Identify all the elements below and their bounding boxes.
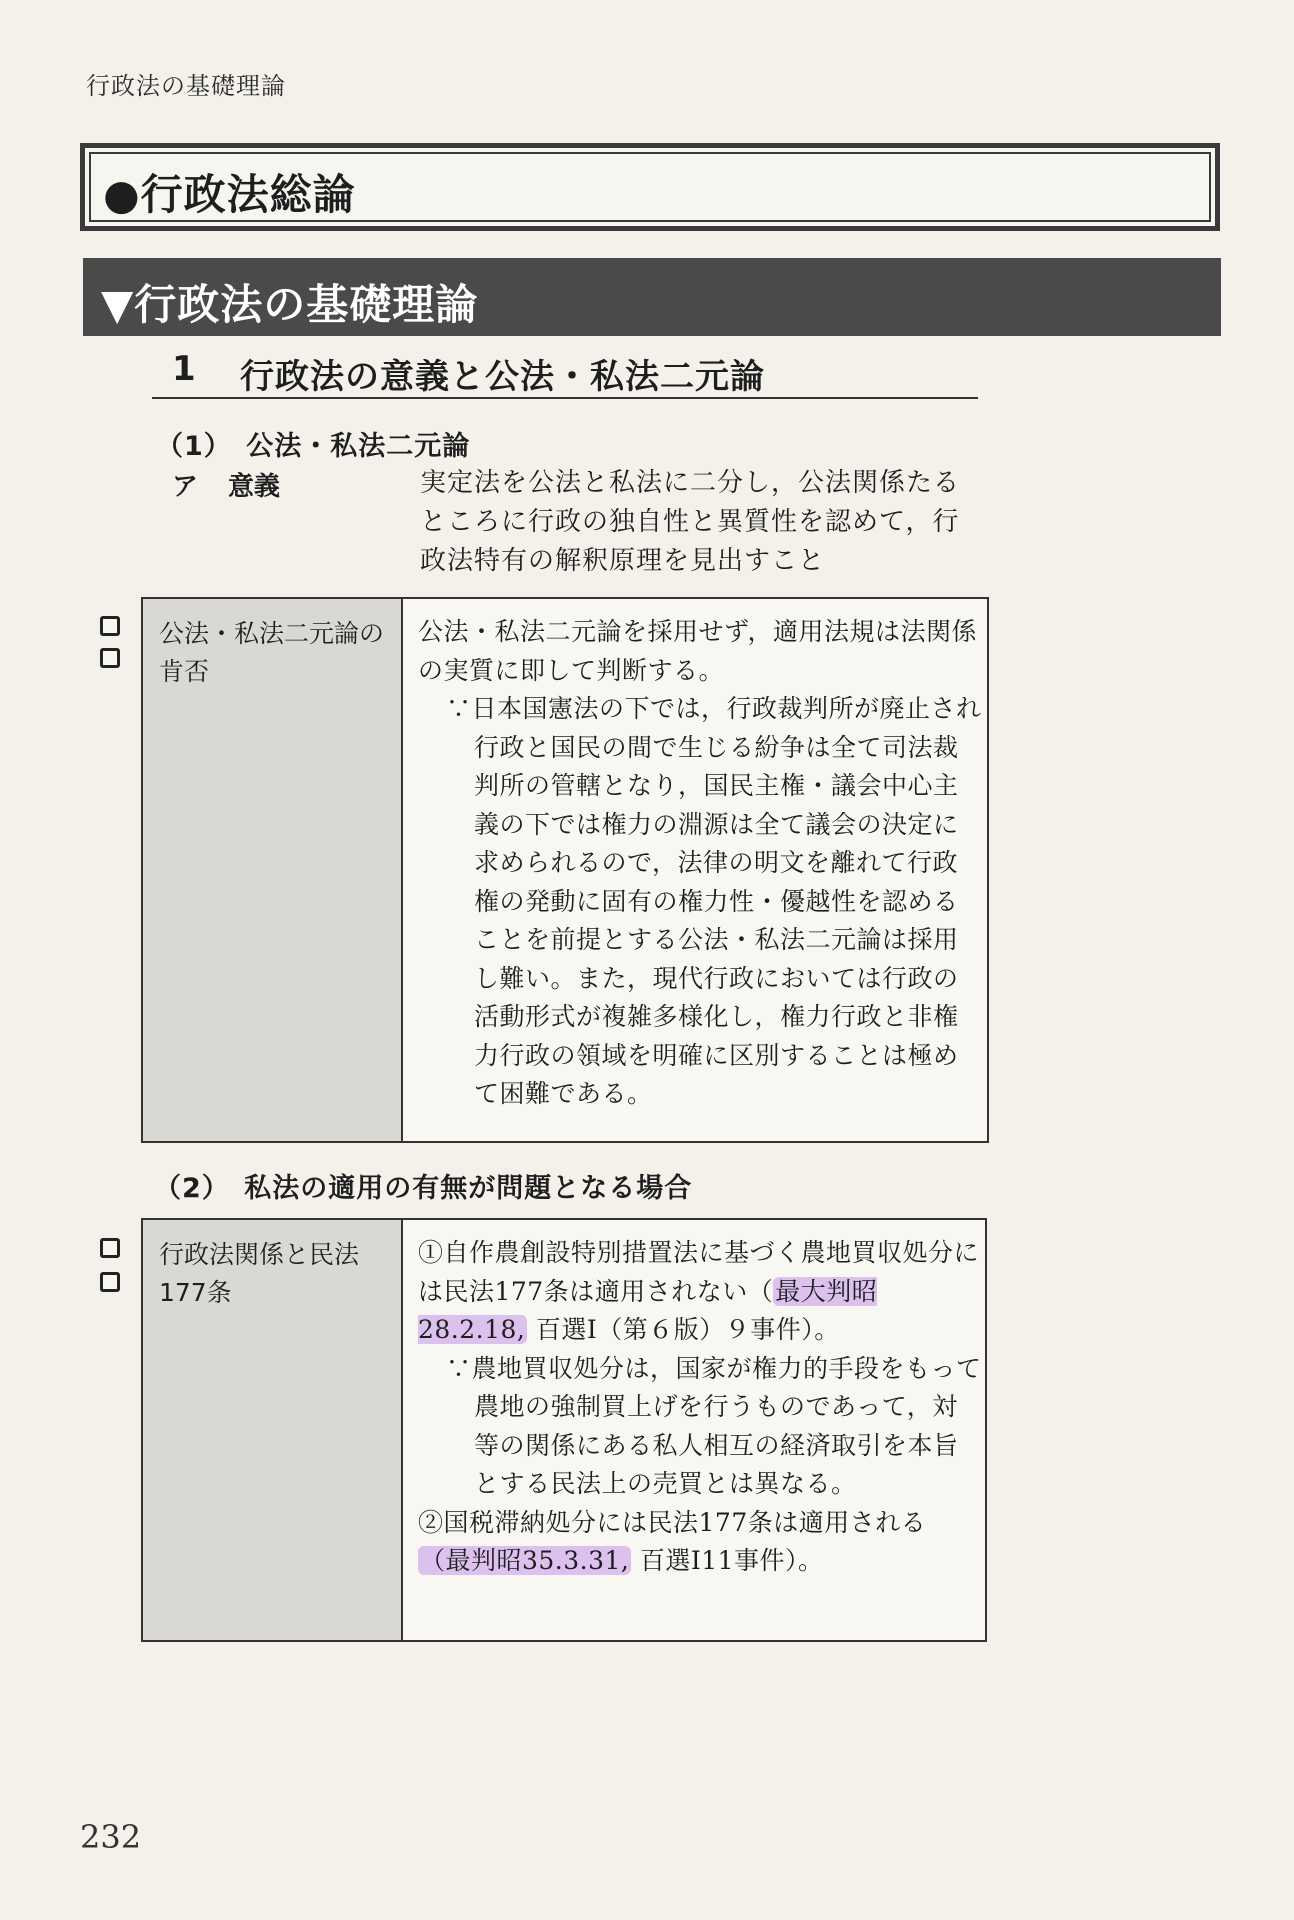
table-label: 行政法関係と民法177条 bbox=[159, 1240, 360, 1307]
review-checkbox[interactable] bbox=[100, 648, 120, 668]
review-checkbox[interactable] bbox=[100, 616, 120, 636]
subheading-1: （1） 公法・私法二元論 bbox=[156, 431, 471, 462]
heading-1-text: 行政法の意義と公法・私法二元論 bbox=[240, 357, 765, 397]
table-label-cell bbox=[143, 1220, 403, 1640]
item-1-reason: ∵農地買収処分は，国家が権力的手段をもって農地の強制買上げを行うものであって，対等の関係にある私人相互の経済取引を本旨とする民法上の売買とは異なる。 bbox=[446, 1353, 982, 1498]
page-number: 232 bbox=[80, 1818, 142, 1856]
table-civil-code-177 bbox=[141, 1218, 987, 1642]
table-content-cell bbox=[418, 1234, 983, 1581]
running-header: 行政法の基礎理論 bbox=[86, 72, 286, 100]
chapter-title: ●行政法総論 bbox=[103, 170, 356, 219]
highlighted-citation: （最判昭35.3.31, bbox=[420, 1546, 630, 1575]
heading-1-number: 1 bbox=[172, 349, 196, 389]
review-checkbox[interactable] bbox=[100, 1272, 120, 1292]
definition-term: 意義 bbox=[228, 472, 281, 502]
definition-text: 実定法を公法と私法に二分し，公法関係たるところに行政の独自性と異質性を認めて，行政法特有の解釈原理を見出すこと bbox=[420, 468, 961, 576]
table-label-cell bbox=[143, 599, 403, 1141]
table-public-private-dualism bbox=[141, 597, 989, 1143]
item-2-text: ②国税滞納処分には民法177条は適用される bbox=[418, 1507, 927, 1537]
highlighted-citation: 最大判昭28.2.18, bbox=[418, 1276, 878, 1344]
heading-1 bbox=[152, 345, 978, 399]
item-1-text: ①自作農創設特別措置法に基づく農地買収処分には民法177条は適用されない（ bbox=[418, 1238, 980, 1306]
section-bar bbox=[83, 258, 1221, 336]
definition-label: ア bbox=[172, 472, 199, 502]
table-label: 公法・私法二元論の肯否 bbox=[159, 619, 385, 686]
table-item-2 bbox=[418, 1504, 983, 1581]
table-content: 公法・私法二元論を採用せず，適用法規は法関係の実質に即して判断する。 bbox=[418, 617, 978, 685]
chapter-box bbox=[80, 143, 1220, 231]
subheading-2: （2） 私法の適用の有無が問題となる場合 bbox=[154, 1173, 693, 1204]
section-title: ▼行政法の基礎理論 bbox=[101, 280, 479, 329]
review-checkbox[interactable] bbox=[100, 1238, 120, 1258]
item-2-tail: 百選Ⅰ11事件）。 bbox=[639, 1546, 824, 1575]
table-reason: ∵日本国憲法の下では，行政裁判所が廃止され行政と国民の間で生じる紛争は全て司法裁判所の管轄となり，国民主権・議会中心主義の下では権力の淵源は全て議会の決定に求められるので，法律の明文を離れて行政権の発動に固有の権力性・優越性を認めることを前提とする公法・私法二元論は採用し難い。また，現代行政においては行政の活動形式が複雑多様化し，権力行政と非権力行政の領域を明確に区別することは極めて困難である。 bbox=[446, 694, 982, 1108]
table-item-1 bbox=[418, 1234, 983, 1350]
table-content-cell bbox=[418, 613, 983, 1114]
item-1-tail: 百選Ⅰ（第６版）９事件）。 bbox=[535, 1315, 840, 1344]
